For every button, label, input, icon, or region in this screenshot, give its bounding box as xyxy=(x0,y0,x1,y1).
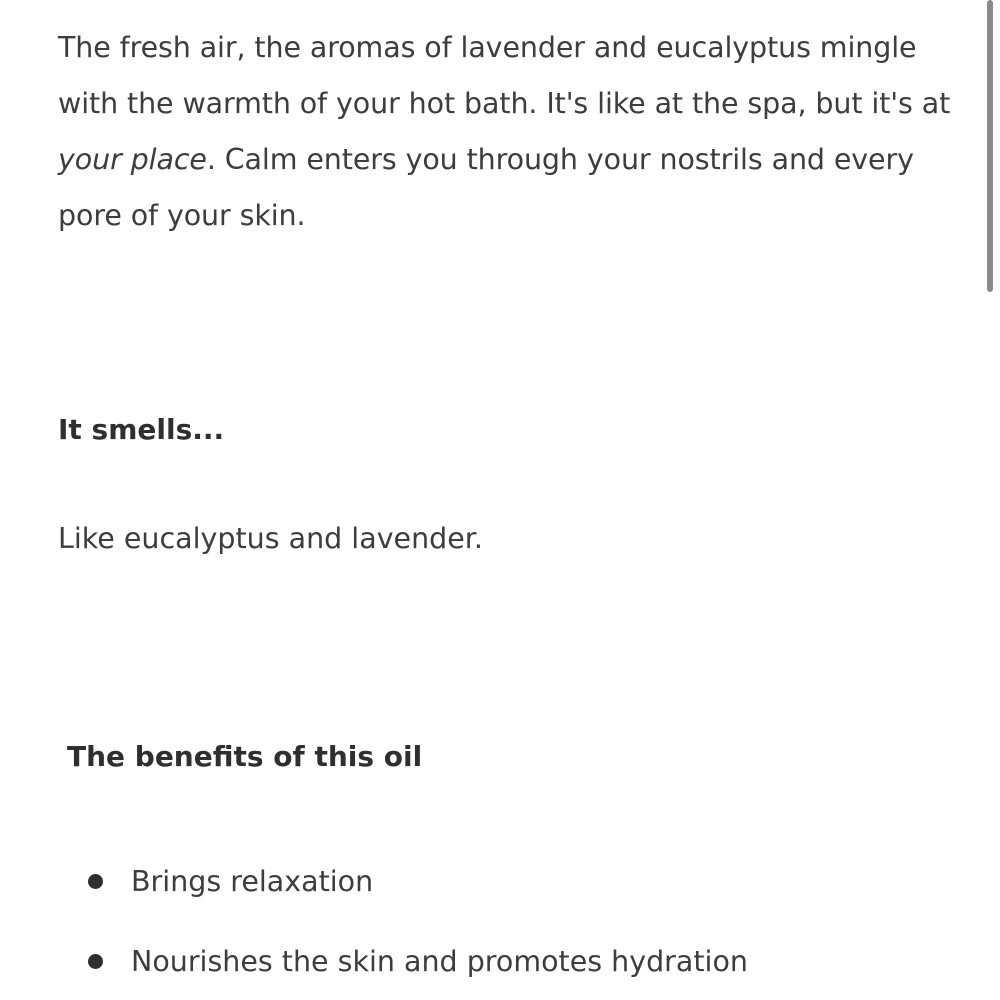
intro-paragraph xyxy=(58,20,958,244)
intro-text-part1: The fresh air, the aromas of lavender and eucalyptus mingle with the warmth of your hot bath. It's like at the spa, but it's at xyxy=(58,31,951,120)
benefit-label: Nourishes the skin and promotes hydration xyxy=(131,945,748,978)
intro-text-part2: . Calm enters you through your nostrils and every pore of your skin. xyxy=(58,143,914,232)
benefit-label: Brings relaxation xyxy=(131,865,374,898)
smells-heading: It smells... xyxy=(58,413,225,446)
list-item xyxy=(0,940,748,1000)
bullet-icon xyxy=(88,874,103,889)
benefits-heading: The benefits of this oil xyxy=(67,740,423,773)
list-item xyxy=(0,860,748,940)
intro-emphasis: your place xyxy=(58,143,207,176)
bullet-icon xyxy=(88,954,103,969)
smells-description: Like eucalyptus and lavender. xyxy=(58,522,483,555)
benefits-list xyxy=(0,860,748,1000)
scrollbar-thumb[interactable] xyxy=(987,0,993,292)
